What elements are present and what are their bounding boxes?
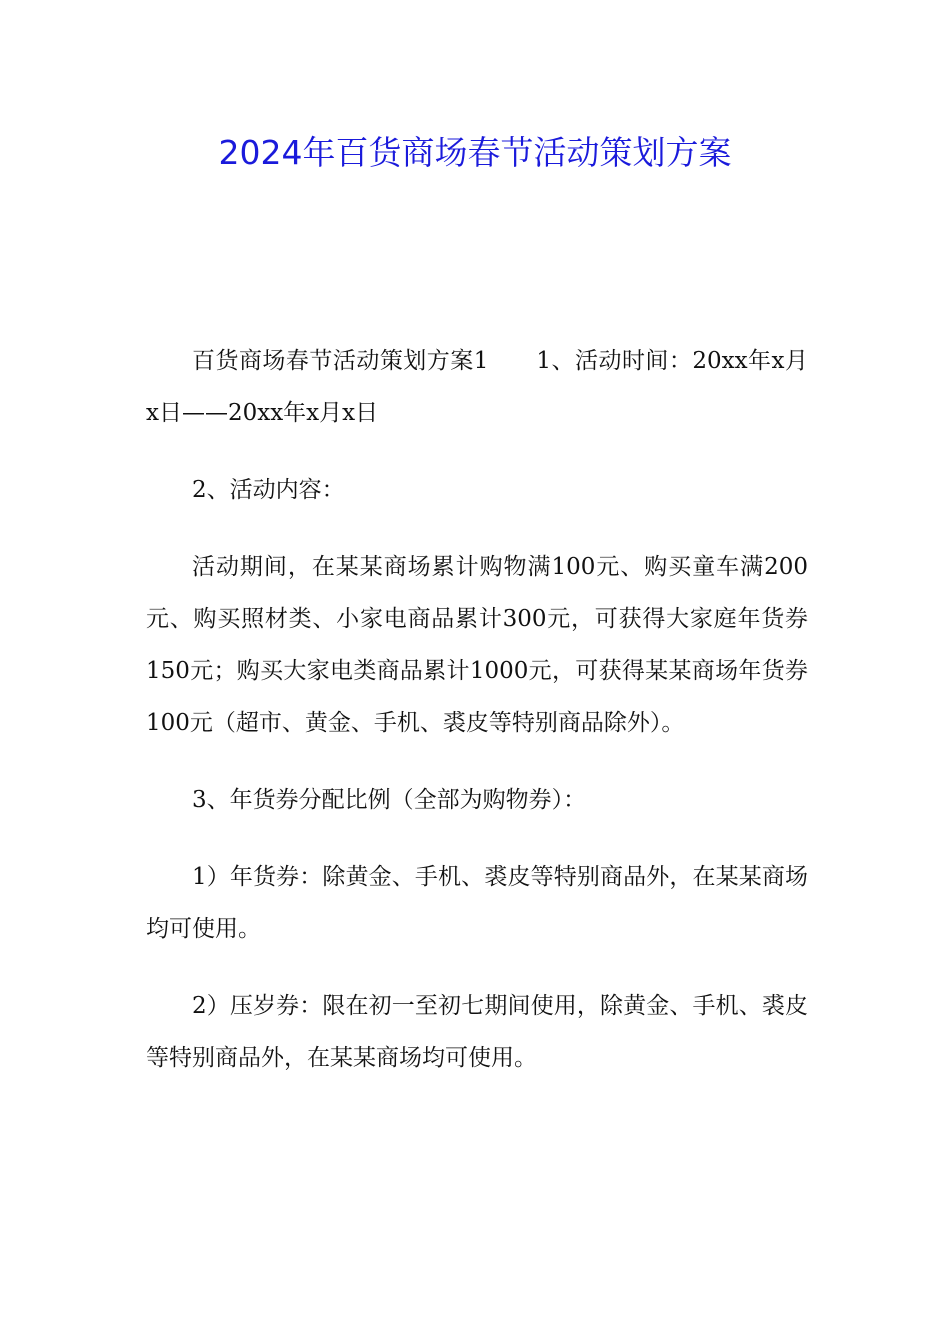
document-body xyxy=(146,335,808,1109)
paragraph-lucky-money-voucher xyxy=(146,980,808,1084)
paragraph-text: 2、活动内容： xyxy=(192,477,345,503)
paragraph-text: 1、活动时间：20xx年x月x日——20xx年x月x日 xyxy=(146,348,808,426)
paragraph-activity-details xyxy=(146,541,808,749)
paragraph-activity-content-heading xyxy=(146,464,808,516)
paragraph-new-year-voucher xyxy=(146,851,808,955)
paragraph-text: 2）压岁券：限在初一至初七期间使用，除黄金、手机、裘皮等特别商品外，在某某商场均可使用。 xyxy=(146,993,808,1071)
paragraph-voucher-ratio-heading xyxy=(146,774,808,826)
paragraph-text: 1）年货券：除黄金、手机、裘皮等特别商品外，在某某商场均可使用。 xyxy=(146,864,808,942)
document-title: 2024年百货商场春节活动策划方案 xyxy=(218,133,732,172)
paragraph-activity-time xyxy=(146,335,808,439)
paragraph-text: 3、年货券分配比例（全部为购物券）： xyxy=(192,787,587,813)
paragraph-lead: 百货商场春节活动策划方案1 xyxy=(192,348,489,374)
paragraph-text: 活动期间，在某某商场累计购物满100元、购买童车满200元、购买照材类、小家电商品累计300元，可获得大家庭年货券150元；购买大家电类商品累计1000元，可获得某某商场年货券100元（超市、黄金、手机、裘皮等特别商品除外）。 xyxy=(146,554,808,736)
